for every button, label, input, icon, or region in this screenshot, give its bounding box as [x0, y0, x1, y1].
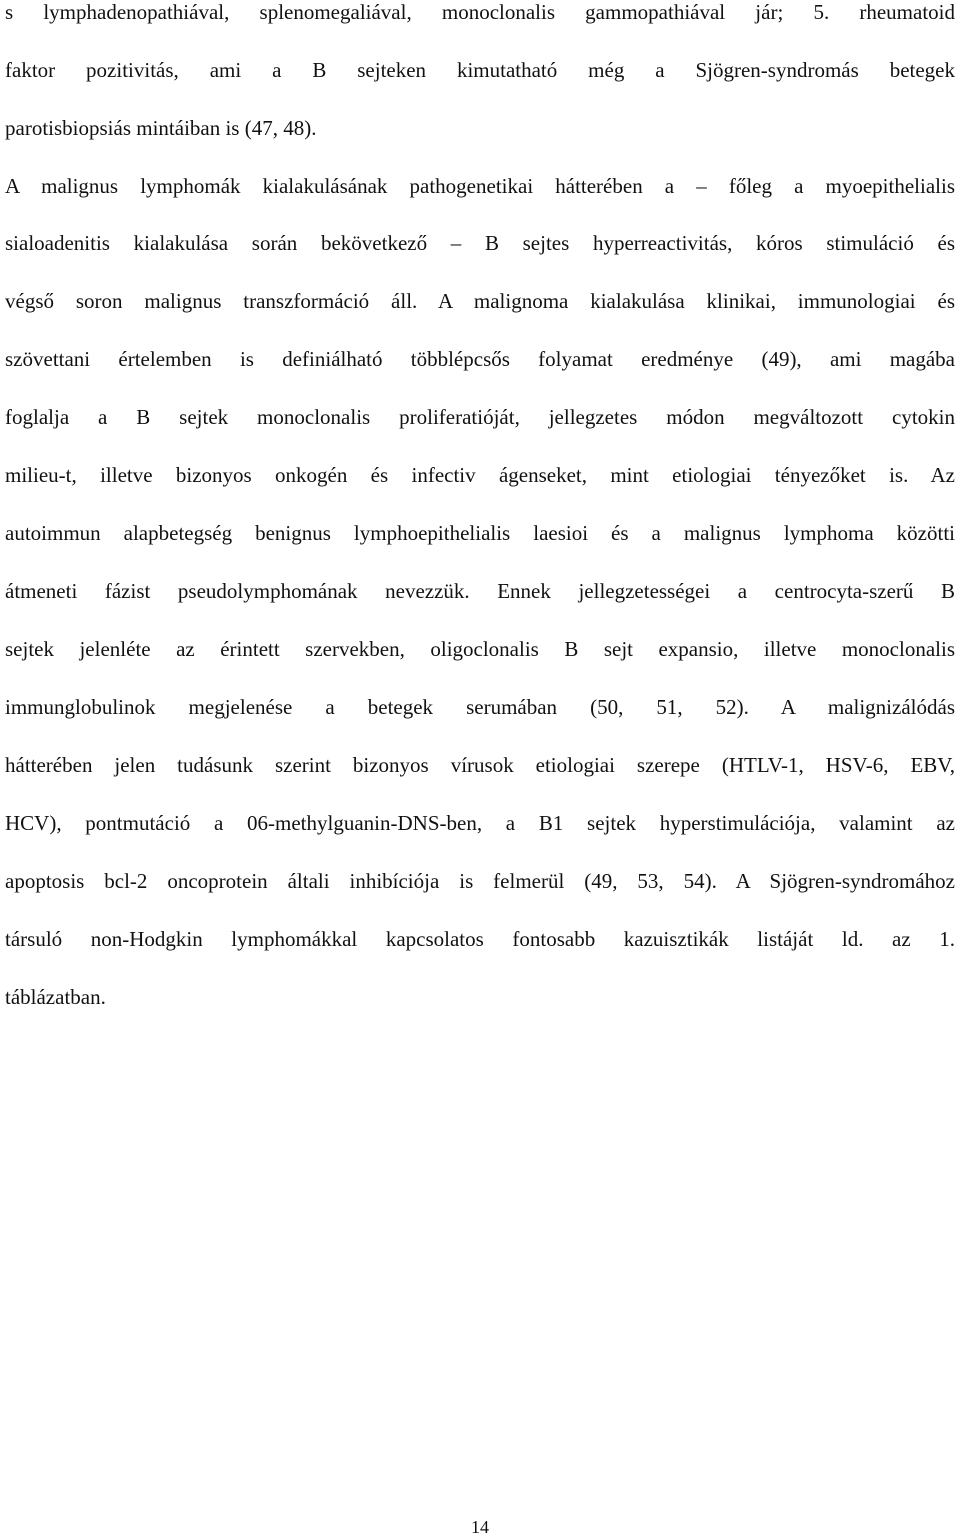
body-line: sialoadenitis kialakulása során bekövetkező – B sejtes hyperreactivitás, kóros stimuláció és: [5, 231, 955, 255]
body-line: foglalja a B sejtek monoclonalis proliferatióját, jellegzetes módon megváltozott cytokin: [5, 405, 955, 429]
body-line: immunglobulinok megjelenése a betegek serumában (50, 51, 52). A malignizálódás: [5, 695, 955, 719]
body-line: parotisbiopsiás mintáiban is (47, 48).: [5, 116, 317, 140]
body-line: szövettani értelemben is definiálható többlépcsős folyamat eredménye (49), ami magába: [5, 347, 955, 371]
body-line: A malignus lymphomák kialakulásának pathogenetikai hátterében a – főleg a myoepithelialis: [5, 174, 955, 198]
body-line: apoptosis bcl-2 oncoprotein általi inhibíciója is felmerül (49, 53, 54). A Sjögren-syndromához: [5, 869, 955, 893]
body-line: milieu-t, illetve bizonyos onkogén és infectiv ágenseket, mint etiologiai tényezőket is. Az: [5, 463, 955, 487]
page-number: 14: [471, 1517, 489, 1537]
body-line: faktor pozitivitás, ami a B sejteken kimutatható még a Sjögren-syndromás betegek: [5, 58, 955, 82]
body-line: sejtek jelenléte az érintett szervekben, oligoclonalis B sejt expansio, illetve monoclonalis: [5, 637, 955, 661]
body-line: átmeneti fázist pseudolymphomának nevezzük. Ennek jellegzetességei a centrocyta-szerű B: [5, 579, 955, 603]
body-line: társuló non-Hodgkin lymphomákkal kapcsolatos fontosabb kazuisztikák listáját ld. az 1.: [5, 927, 955, 951]
body-line: s lymphadenopathiával, splenomegaliával, monoclonalis gammopathiával jár; 5. rheumatoid: [5, 0, 955, 24]
body-line: HCV), pontmutáció a 06-methylguanin-DNS-ben, a B1 sejtek hyperstimulációja, valamint az: [5, 811, 955, 835]
body-line: autoimmun alapbetegség benignus lymphoepithelialis laesioi és a malignus lymphoma közötti: [5, 521, 955, 545]
body-line: táblázatban.: [5, 985, 106, 1009]
body-line: végső soron malignus transzformáció áll. A malignoma kialakulása klinikai, immunologiai és: [5, 289, 955, 313]
body-line: hátterében jelen tudásunk szerint bizonyos vírusok etiologiai szerepe (HTLV-1, HSV-6, EBV,: [5, 753, 955, 777]
